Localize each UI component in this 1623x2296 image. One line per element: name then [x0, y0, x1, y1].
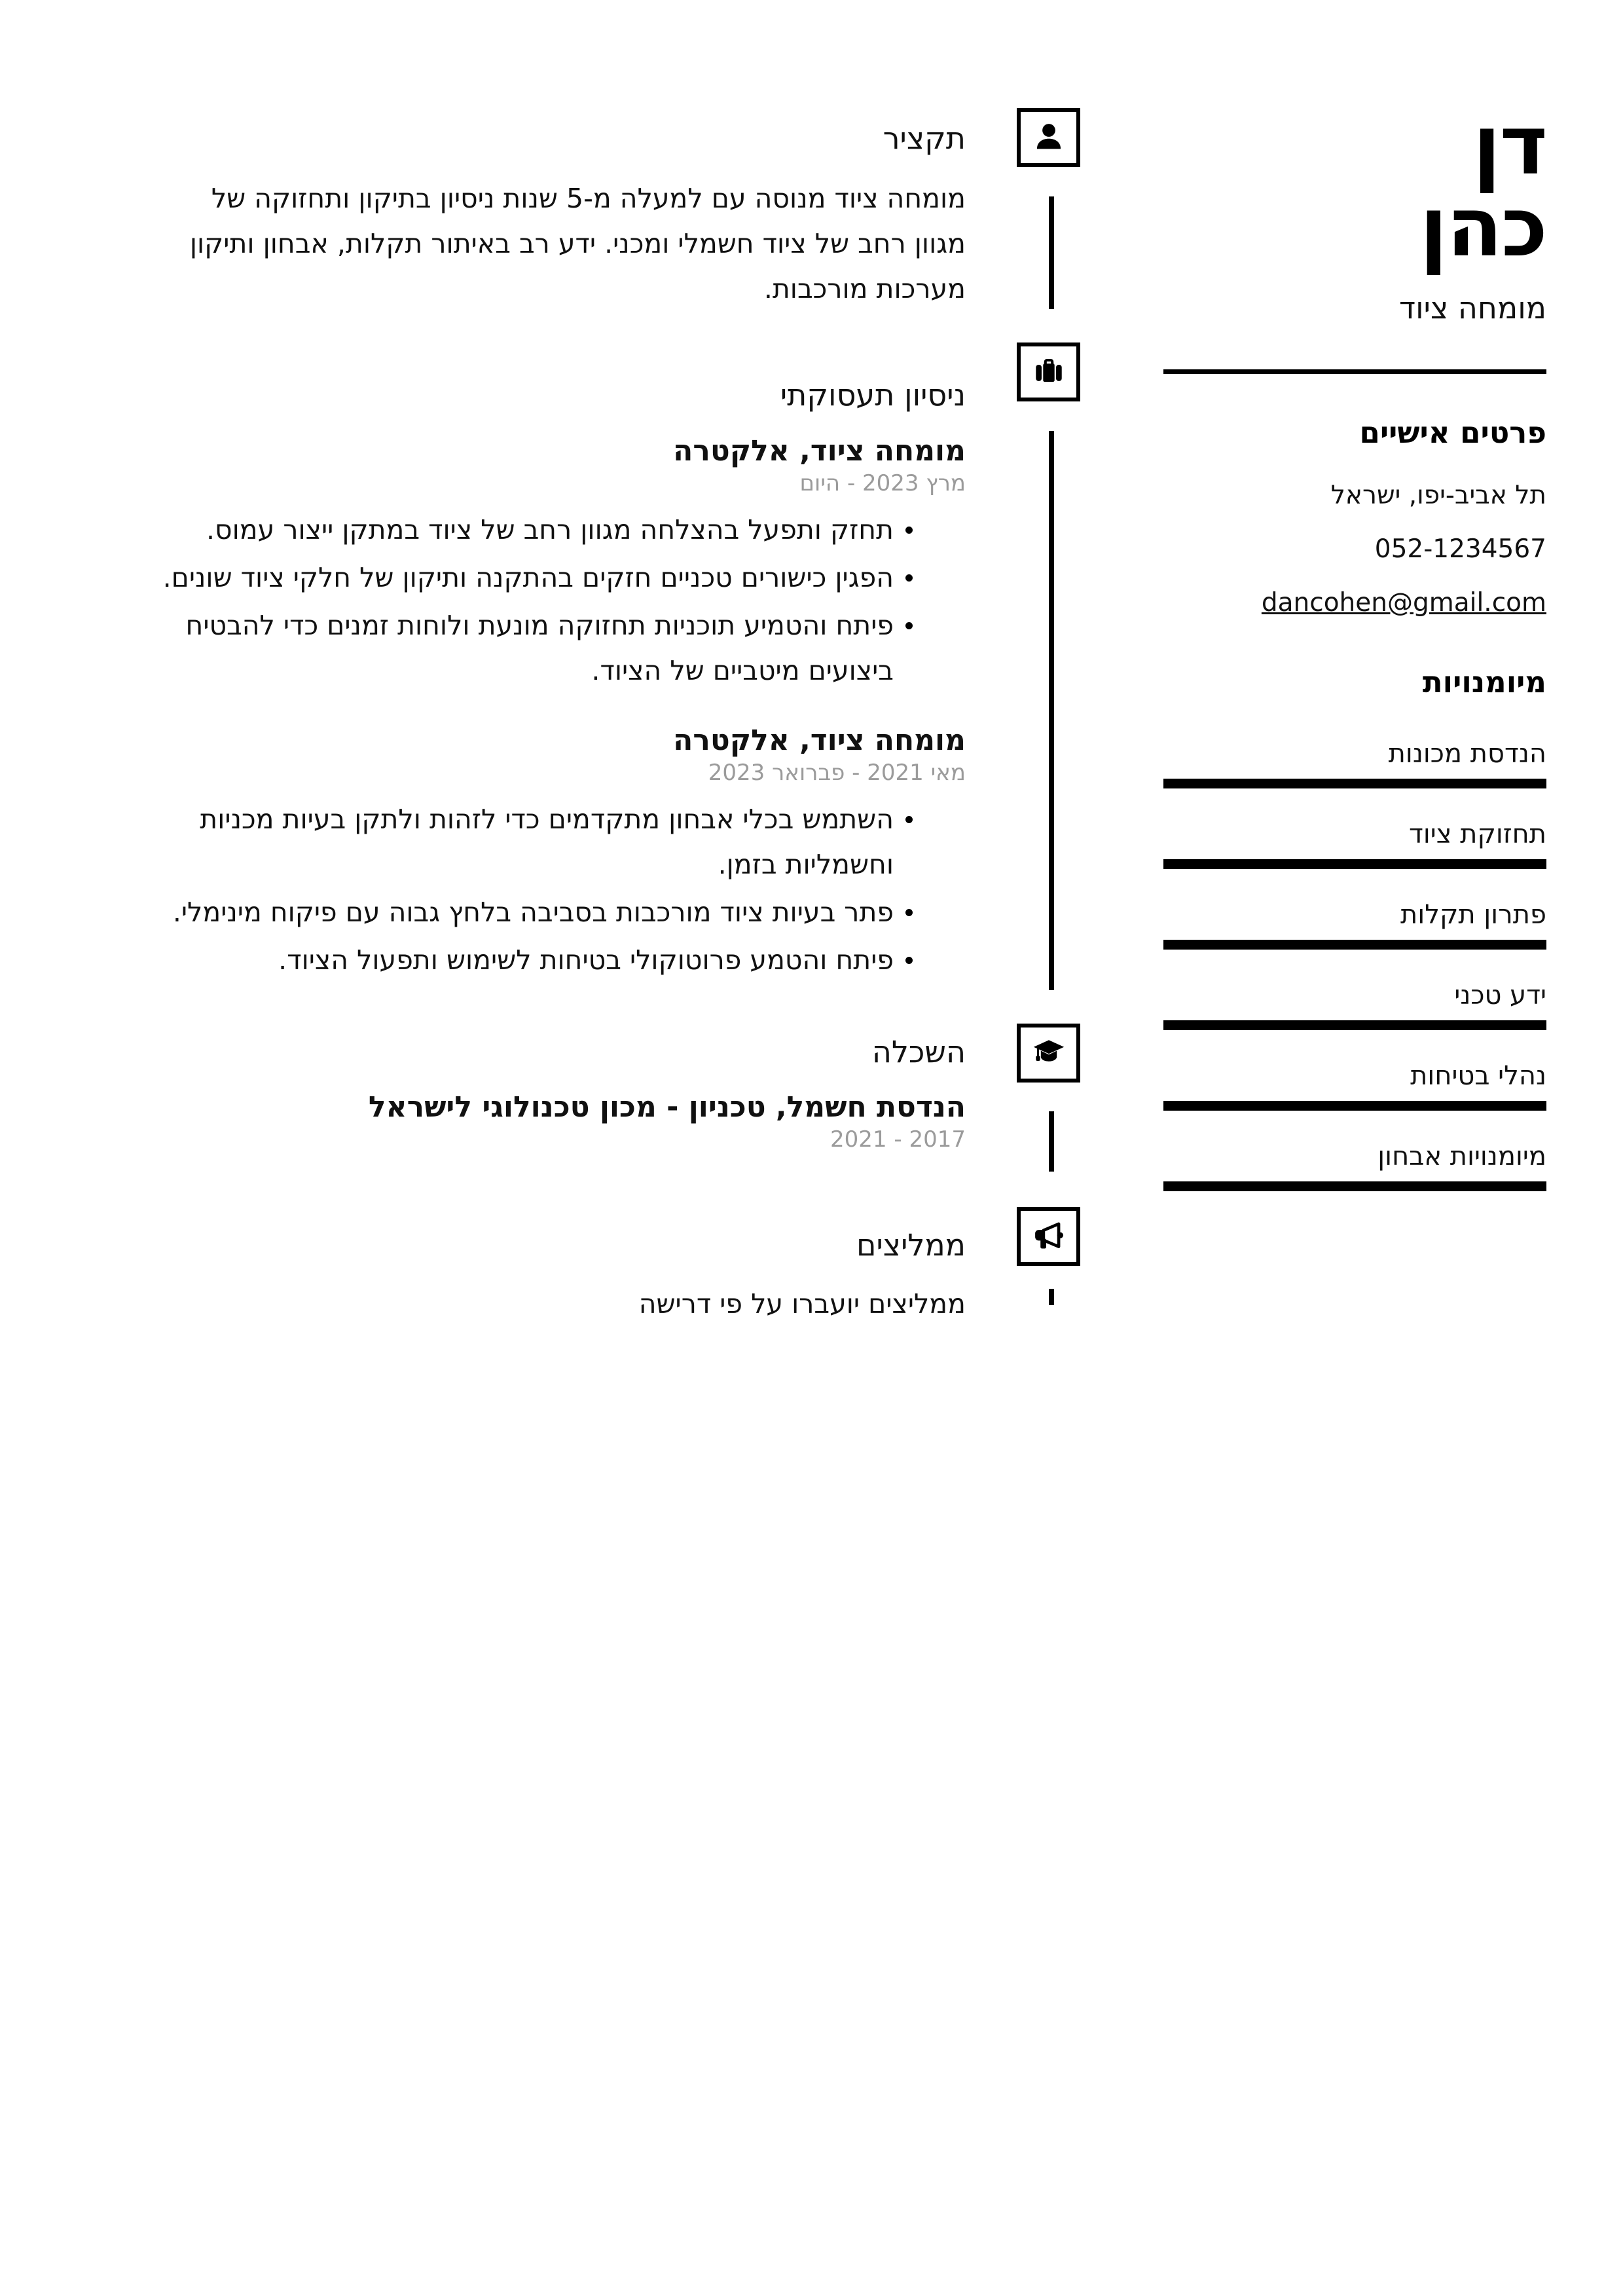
sidebar	[1163, 0, 1546, 1221]
job-bullet: פיתח והטמע פרוטוקולי בטיחות לשימוש ותפעול הציוד.	[153, 938, 894, 983]
references-icon-box	[1017, 1207, 1080, 1266]
job-bullet-list	[153, 508, 966, 694]
skill-level-track	[1163, 779, 1546, 788]
personal-details-heading: פרטים אישיים	[1359, 415, 1546, 450]
graduation-cap-icon	[1030, 1034, 1068, 1072]
person-icon	[1030, 119, 1068, 157]
main-content	[153, 0, 966, 1327]
education-icon-box	[1017, 1024, 1080, 1083]
skill-level-track	[1163, 1020, 1546, 1030]
skills-list	[1163, 737, 1546, 1191]
experience-icon-box	[1017, 343, 1080, 401]
job-dates: מרץ 2023 - היום	[799, 470, 966, 496]
skill-level-bar	[1163, 940, 1546, 950]
timeline-segment	[1049, 1111, 1054, 1172]
skill-level-bar	[1163, 859, 1546, 869]
skills-heading: מיומנויות	[1422, 665, 1546, 699]
skill-label: נהלי בטיחות	[1410, 1061, 1546, 1091]
job-bullet: תחזק ותפעל בהצלחה מגוון רחב של ציוד במתקן ייצור עמוס.	[153, 508, 894, 553]
skill-level-track	[1163, 859, 1546, 869]
job-entry	[153, 724, 966, 983]
skill-level-bar	[1163, 1020, 1546, 1030]
skill-label: תחזוקת ציוד	[1409, 819, 1546, 849]
skill-level-bar	[1163, 779, 1546, 788]
job-dates: מאי 2021 - פברואר 2023	[708, 760, 966, 786]
references-heading: ממליצים	[856, 1227, 966, 1263]
briefcase-icon	[1030, 353, 1068, 391]
experience-heading: ניסיון תעסוקתי	[780, 377, 966, 413]
contact-phone: 052-1234567	[1374, 534, 1546, 564]
skill-item	[1163, 898, 1546, 950]
timeline-segment	[1049, 1289, 1054, 1305]
references-text: ממליצים יועברו על פי דרישה	[638, 1288, 966, 1320]
candidate-name	[1163, 98, 1546, 275]
skill-level-track	[1163, 1181, 1546, 1191]
skill-level-track	[1163, 940, 1546, 950]
timeline-segment	[1049, 196, 1054, 309]
skill-label: הנדסת מכונות	[1388, 739, 1546, 769]
summary-icon-box	[1017, 108, 1080, 167]
skill-level-track	[1163, 1101, 1546, 1111]
contact-email-link[interactable]: dancohen@gmail.com	[1261, 588, 1546, 618]
job-bullet: השתמש בכלי אבחון מתקדמים כדי לזהות ולתקן בעיות מכניות וחשמליות בזמן.	[153, 797, 894, 887]
contact-block	[1163, 480, 1546, 619]
summary-text: מומחה ציוד מנוסה עם למעלה מ-5 שנות ניסיון בתיקון ותחזוקה של מגוון רחב של ציוד חשמלי ומכני. ידע רב באיתור תקלות, אבחון ותיקון מערכות מורכבות.	[189, 183, 966, 305]
skill-label: מיומנויות אבחון	[1377, 1141, 1546, 1172]
timeline-column	[1017, 0, 1080, 1375]
job-bullet: פיתח והטמיע תוכניות תחזוקה מונעת ולוחות זמנים כדי להבטיח ביצועים מיטביים של הציוד.	[153, 603, 894, 694]
education-heading: השכלה	[871, 1034, 966, 1069]
job-bullet: פתר בעיות ציוד מורכבות בסביבה בלחץ גבוה עם פיקוח מינימלי.	[153, 890, 894, 935]
megaphone-icon	[1030, 1217, 1068, 1255]
timeline-segment	[1049, 431, 1054, 990]
skill-level-bar	[1163, 1101, 1546, 1111]
skill-item	[1163, 1060, 1546, 1111]
education-degree: הנדסת חשמל, טכניון - מכון טכנולוגי לישראל	[368, 1090, 966, 1124]
job-title: מומחה ציוד, אלקטרה	[673, 434, 966, 468]
job-bullet-list	[153, 797, 966, 983]
skill-label: פתרון תקלות	[1400, 900, 1546, 930]
education-dates: 2017 - 2021	[830, 1126, 966, 1153]
summary-heading: תקציר	[883, 120, 966, 156]
skill-level-bar	[1163, 1181, 1546, 1191]
job-entry	[153, 434, 966, 694]
sidebar-divider	[1163, 369, 1546, 374]
skill-item	[1163, 737, 1546, 788]
skill-item	[1163, 1140, 1546, 1191]
skill-item	[1163, 979, 1546, 1030]
candidate-last-name: כהן	[1419, 180, 1546, 275]
skill-label: ידע טכני	[1454, 980, 1546, 1010]
candidate-first-name: דן	[1472, 98, 1546, 193]
job-bullet: הפגין כישורים טכניים חזקים בהתקנה ותיקון של חלקי ציוד שונים.	[153, 555, 894, 601]
job-title: מומחה ציוד, אלקטרה	[673, 724, 966, 757]
skill-item	[1163, 818, 1546, 869]
contact-location: תל אביב-יפו, ישראל	[1330, 481, 1546, 510]
candidate-job-title: מומחה ציוד	[1399, 290, 1546, 325]
